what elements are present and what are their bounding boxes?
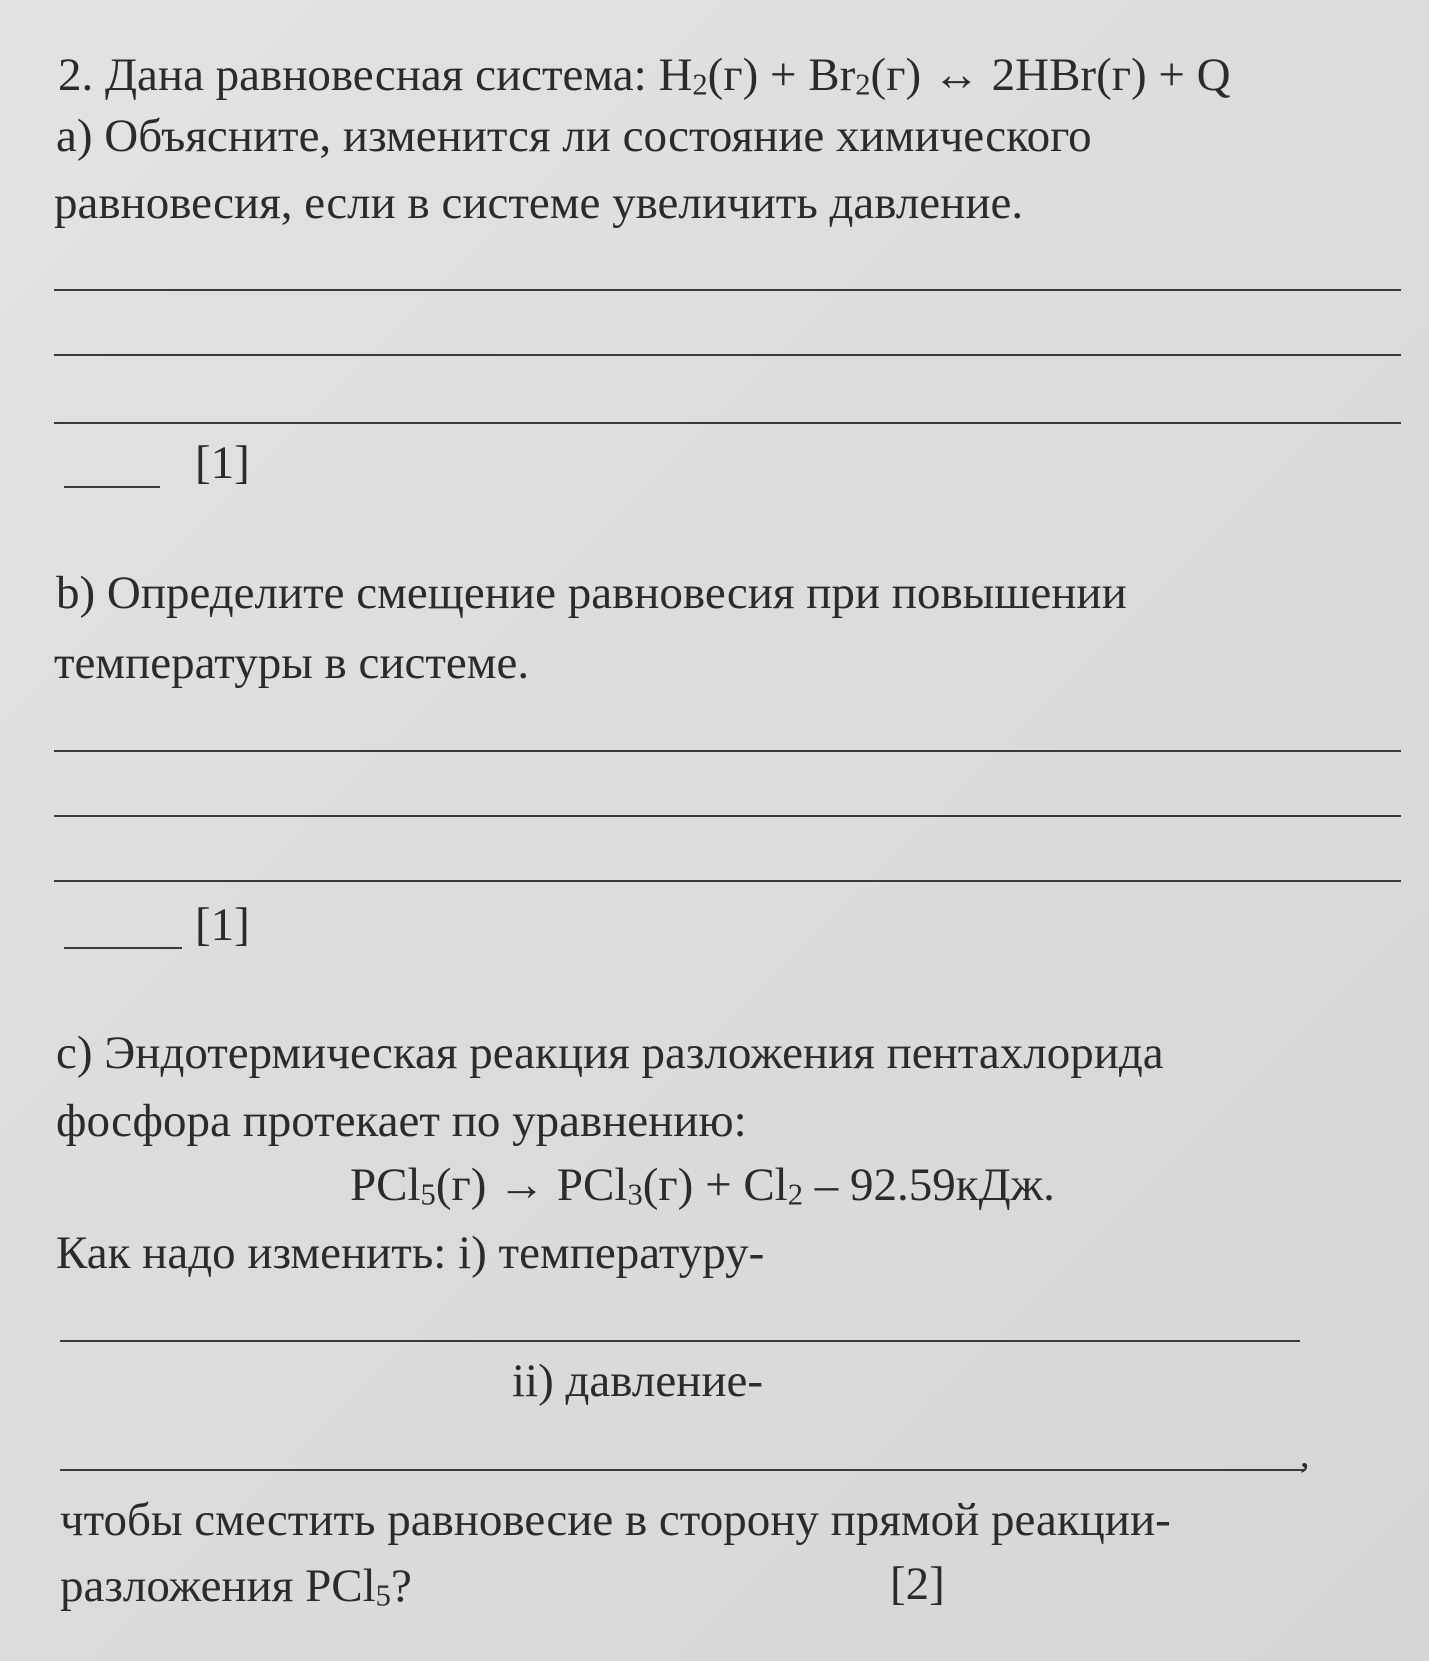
equation-part: (г) + Br xyxy=(707,49,856,101)
answer-line[interactable] xyxy=(54,289,1401,291)
subscript: 2 xyxy=(787,1177,804,1212)
part-c-final-line2 xyxy=(60,1560,412,1613)
subscript: 3 xyxy=(627,1177,643,1212)
subscript: 2 xyxy=(855,67,871,102)
part-c-line2: фосфора протекает по уравнению: xyxy=(56,1095,747,1147)
equation-part: – 92.59кДж. xyxy=(803,1159,1055,1211)
heading-text: 2. Дана равновесная система: H xyxy=(58,49,693,101)
part-b-line1: b) Определите смещение равновесия при повышении xyxy=(56,567,1127,619)
part-b-line2: температуры в системе. xyxy=(54,637,530,689)
task-heading xyxy=(58,49,1231,102)
answer-line-pressure[interactable] xyxy=(60,1469,1305,1471)
short-answer-line[interactable] xyxy=(64,947,182,949)
equation-part: (г) + Cl xyxy=(642,1159,788,1211)
answer-line[interactable] xyxy=(54,815,1401,817)
subscript: 2 xyxy=(692,67,708,102)
answer-line[interactable] xyxy=(54,750,1401,752)
subscript: 5 xyxy=(420,1177,436,1212)
part-a-line2: равновесия, если в системе увеличить давление. xyxy=(54,177,1024,229)
score-mark: [1] xyxy=(195,899,250,951)
part-c-line1: c) Эндотермическая реакция разложения пентахлорида xyxy=(56,1027,1164,1079)
text-part: разложения PCl xyxy=(60,1560,376,1612)
question-temperature: Как надо изменить: i) температуру- xyxy=(56,1227,765,1279)
score-mark: [1] xyxy=(195,437,250,489)
short-answer-line[interactable] xyxy=(64,486,160,488)
question-pressure: ii) давление- xyxy=(512,1355,763,1407)
subscript: 5 xyxy=(375,1578,391,1613)
score-mark: [2] xyxy=(890,1558,945,1610)
equation-part: (г) ↔ 2HBr(г) + Q xyxy=(870,49,1231,101)
reaction-equation xyxy=(350,1159,1055,1212)
text-part: ? xyxy=(390,1560,412,1612)
answer-line-temperature[interactable] xyxy=(60,1340,1300,1342)
answer-line[interactable] xyxy=(54,354,1401,356)
answer-line[interactable] xyxy=(54,880,1401,882)
part-c-final-line1: чтобы сместить равновесие в сторону прямой реакции- xyxy=(60,1494,1171,1546)
equation-part: PCl xyxy=(350,1159,421,1211)
part-a-line1: a) Объясните, изменится ли состояние химического xyxy=(56,110,1092,162)
answer-line[interactable] xyxy=(54,422,1401,424)
comma: , xyxy=(1300,1434,1310,1476)
equation-part: (г) → PCl xyxy=(435,1159,628,1211)
